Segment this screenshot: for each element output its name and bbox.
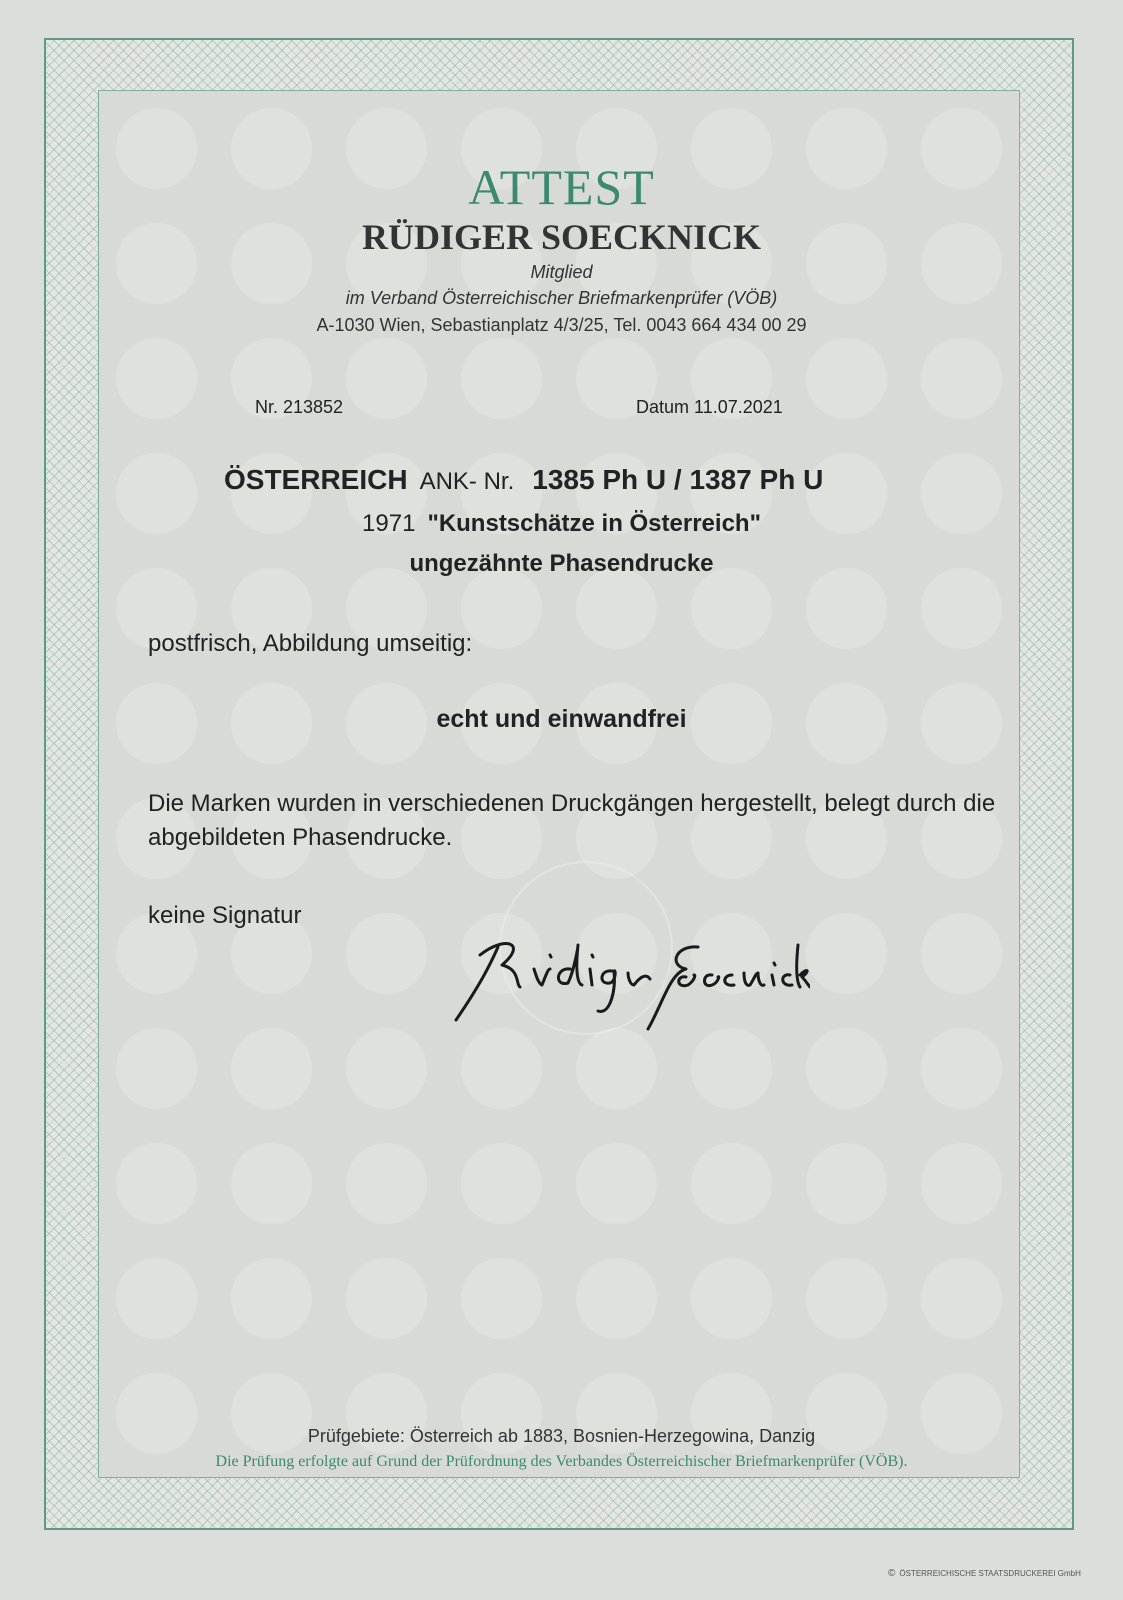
- copyright-icon: ©: [888, 1568, 896, 1579]
- examiner-name: RÜDIGER SOECKNICK: [361, 217, 762, 257]
- catalog-numbers: 1385 Ph U / 1387 Ph U: [532, 464, 824, 495]
- printer-name: ÖSTERREICHISCHE STAATSDRUCKEREI GmbH: [899, 1569, 1081, 1578]
- certificate-date: Datum 11.07.2021: [636, 397, 783, 417]
- printer-imprint: [888, 1568, 1081, 1579]
- stamp-issue: [0, 510, 1123, 538]
- condition-text: postfrisch, Abbildung umseitig:: [148, 630, 473, 657]
- catalog-label: ANK- Nr.: [419, 468, 515, 495]
- membership-label: Mitglied: [530, 262, 593, 282]
- examination-rules-note: Die Prüfung erfolgte auf Grund der Prüfordnung des Verbandes Österreichischer Briefmarkenprüfer (VÖB).: [215, 1453, 908, 1470]
- remark-text: Die Marken wurden in verschiedenen Druckgängen hergestellt, belegt durch die abgebildeten Phasendrucke.: [148, 790, 996, 851]
- signature-note: keine Signatur: [148, 902, 302, 929]
- certificate-title: ATTEST: [468, 159, 655, 215]
- stamp-country: ÖSTERREICH: [224, 464, 408, 495]
- verdict-text: echt und einwandfrei: [436, 705, 687, 733]
- issue-title: "Kunstschätze in Österreich": [427, 510, 761, 537]
- stamp-identification: [224, 464, 823, 496]
- handwritten-signature: [450, 925, 810, 1035]
- examination-areas: Prüfgebiete: Österreich ab 1883, Bosnien-Herzegowina, Danzig: [307, 1426, 816, 1446]
- examiner-address: A-1030 Wien, Sebastianplatz 4/3/25, Tel. 0043 664 434 00 29: [316, 315, 807, 335]
- association-name: im Verband Österreichischer Briefmarkenprüfer (VÖB): [345, 288, 778, 308]
- issue-description: ungezähnte Phasendrucke: [409, 550, 714, 577]
- issue-year: 1971: [362, 510, 416, 537]
- certificate-number: Nr. 213852: [255, 397, 344, 417]
